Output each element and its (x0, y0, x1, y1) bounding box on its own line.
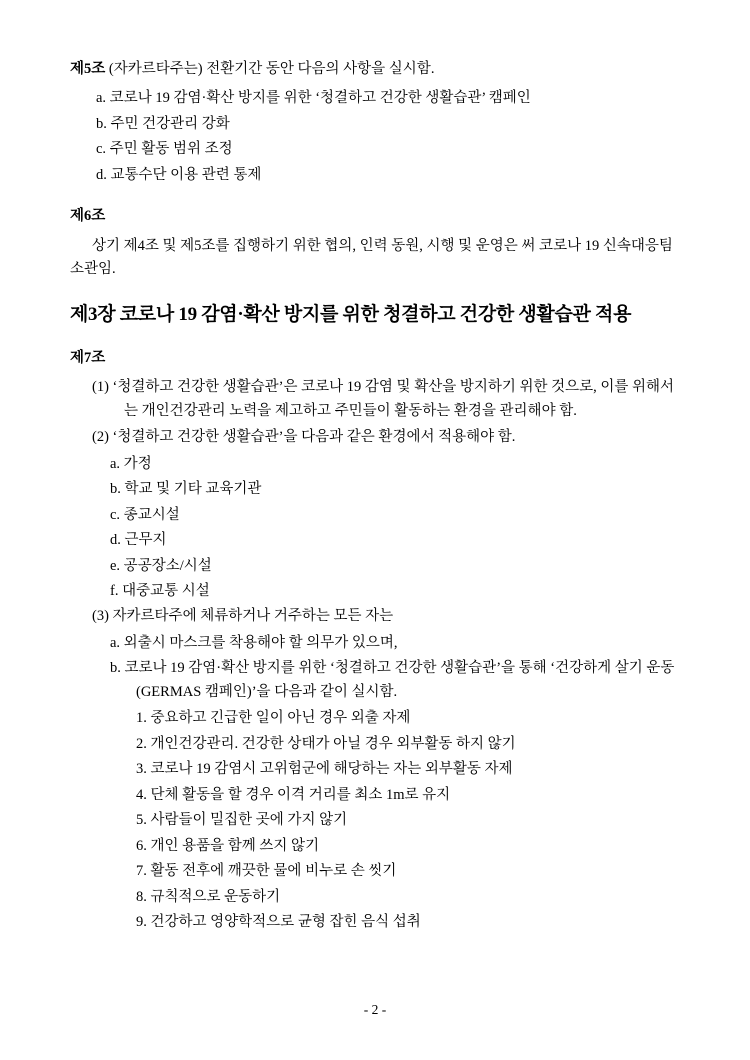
article-7-heading (70, 347, 688, 370)
document-body (70, 58, 688, 935)
article-6-heading-label: 제6조 (70, 208, 106, 225)
chapter-3-title: 제3장 코로나 19 감염·확산 방지를 위한 청결하고 건강한 생활습관 적용 (70, 303, 632, 325)
germas-item-6: 6. 개인 용품을 함께 쓰지 않기 (136, 837, 320, 854)
article-5-item-a: a. 코로나 19 감염·확산 방지를 위한 ‘청결하고 건강한 생활습관’ 캠페인 (96, 90, 531, 107)
article-6-body: 상기 제4조 및 제5조를 집행하기 위한 협의, 인력 동원, 시행 및 운영은 써 코로나 19 신속대응팀 소관임. (70, 237, 673, 278)
spacer-after-article-5 (70, 189, 688, 205)
article-7-clause-2-item-f: f. 대중교통 시설 (110, 583, 210, 599)
article-7-clause-1: (1) ‘청결하고 건강한 생활습관’은 코로나 19 감염 및 확산을 방지하기 위한 것으로, 이를 위해서는 개인건강관리 노력을 제고하고 주민들이 활동하는 환경을 관리해야 함. (92, 379, 675, 419)
article-7-clause-2-item-c: c. 종교시설 (110, 506, 180, 523)
article-6-heading (70, 205, 688, 228)
page-number: - 2 - (363, 1002, 387, 1017)
article-7-clause-3-item-a: a. 외출시 마스크를 착용해야 할 의무가 있으며, (110, 634, 398, 651)
article-5-item-c: c. 주민 활동 범위 조정 (96, 141, 233, 158)
germas-item-5: 5. 사람들이 밀집한 곳에 가지 않기 (136, 812, 348, 829)
germas-item-1: 1. 중요하고 긴급한 일이 아닌 경우 외출 자제 (136, 710, 411, 727)
article-7-clause-2-item-b: b. 학교 및 기타 교육기관 (110, 481, 262, 498)
article-5-item-b: b. 주민 건강관리 강화 (96, 115, 230, 132)
article-7-heading-label: 제7조 (70, 349, 106, 366)
germas-item-2: 2. 개인건강관리. 건강한 상태가 아닐 경우 외부활동 하지 않기 (136, 735, 516, 752)
article-7-clause-2: (2) ‘청결하고 건강한 생활습관’을 다음과 같은 환경에서 적용해야 함. (92, 429, 516, 446)
spacer-after-chapter-title (70, 331, 688, 347)
article-7-clause-2-item-d: d. 근무지 (110, 532, 167, 549)
germas-item-7: 7. 활동 전후에 깨끗한 물에 비누로 손 씻기 (136, 863, 397, 880)
germas-item-9: 9. 건강하고 영양학적으로 균형 잡힌 음식 섭취 (136, 914, 421, 931)
spacer-after-article-6 (70, 284, 688, 300)
article-5-item-d: d. 교통수단 이용 관련 통제 (96, 166, 262, 183)
germas-item-3: 3. 코로나 19 감염시 고위험군에 해당하는 자는 외부활동 자제 (136, 761, 513, 778)
article-5-heading-tail: (자카르타주는) 전환기간 동안 다음의 사항을 실시함. (105, 61, 435, 77)
article-5-heading-label: 제5조 (70, 61, 106, 77)
article-7-clause-2-item-e: e. 공공장소/시설 (110, 557, 212, 574)
germas-item-4: 4. 단체 활동을 할 경우 이격 거리를 최소 1m로 유지 (136, 786, 451, 803)
article-5-heading (70, 58, 688, 81)
article-7-clause-2-item-a: a. 가정 (110, 455, 152, 472)
article-7-clause-3: (3) 자카르타주에 체류하거나 거주하는 모든 자는 (92, 608, 394, 625)
germas-item-8: 8. 규칙적으로 운동하기 (136, 888, 281, 905)
article-7-clause-3-item-b: b. 코로나 19 감염·확산 방지를 위한 ‘청결하고 건강한 생활습관’을 통해 ‘건강하게 살기 운동(GERMAS 캠페인)’을 다음과 같이 실시함. (110, 660, 675, 700)
